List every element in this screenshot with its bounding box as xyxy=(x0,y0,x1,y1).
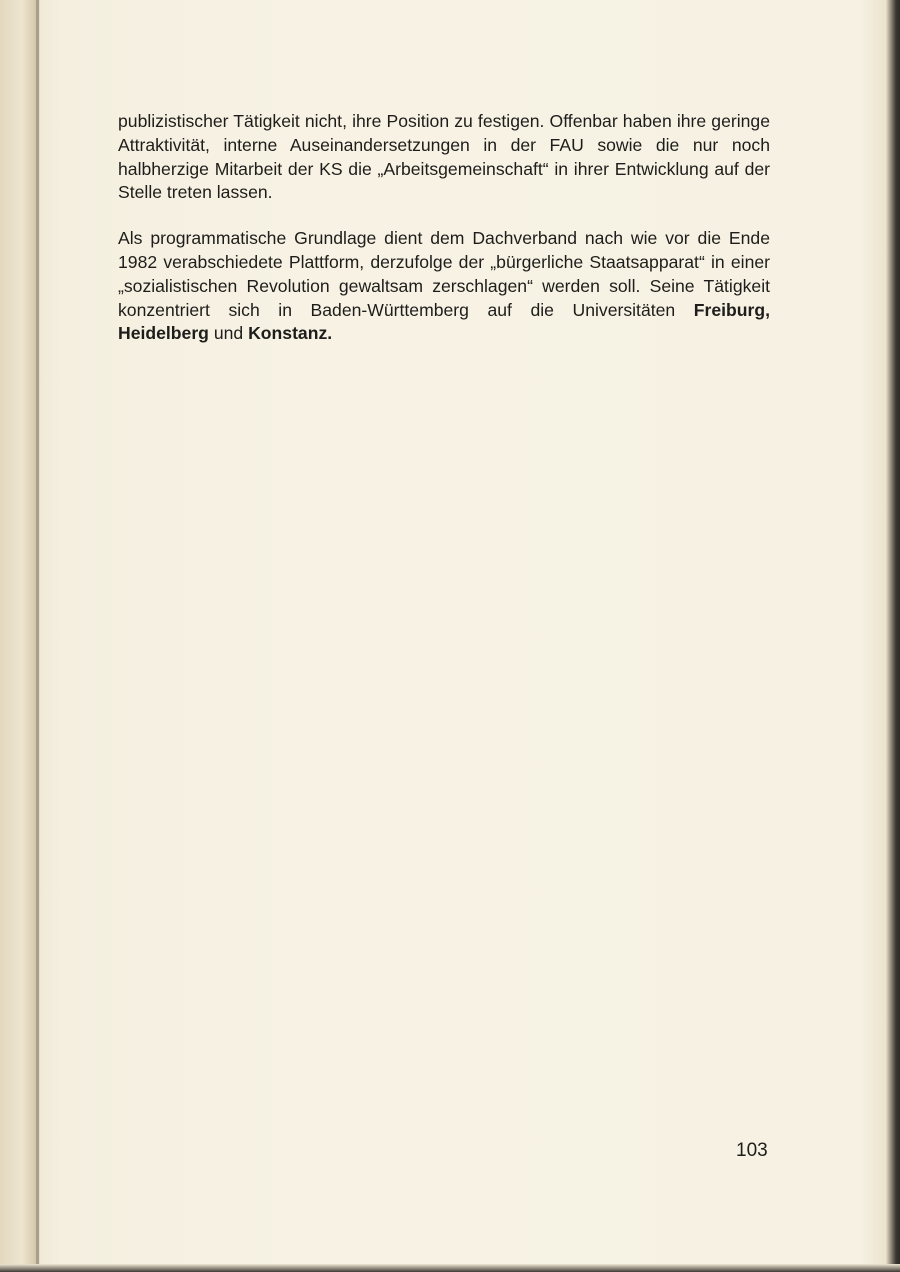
paragraph-1: publizistischer Tätigkeit nicht, ihre Position zu festigen. Offenbar haben ihre geringe Attraktivität, interne Auseinandersetzungen in der FAU sowie die nur noch halbherzige Mitarbeit der KS die „Arbeitsgemeinschaft“ in ihrer Entwicklung auf der Stelle treten lassen. xyxy=(118,111,770,203)
city-konstanz: Konstanz. xyxy=(248,323,333,344)
page-right-edge xyxy=(886,0,900,1272)
binding-shadow-line xyxy=(36,0,39,1272)
city-freiburg: Freiburg, xyxy=(693,299,770,320)
city-heidelberg: Heidelberg xyxy=(118,323,209,344)
connector-word: und xyxy=(213,323,244,344)
paragraph-2-text: Als programmatische Grundlage dient dem Dachverband nach wie vor die Ende 1982 verabschiedete Plattform, derzufolge der „bürgerliche Staatsapparat“ in einer „sozialistischen Revolution gewaltsam zerschlagen“ werden soll. Seine Tätigkeit konzentriert sich in Baden-Württemberg auf die Universitäten xyxy=(118,228,770,320)
body-text xyxy=(118,110,770,368)
page-bottom-edge xyxy=(0,1264,900,1272)
page-number: 103 xyxy=(736,1140,768,1161)
paragraph-2 xyxy=(118,227,770,346)
book-binding-edge xyxy=(0,0,40,1272)
